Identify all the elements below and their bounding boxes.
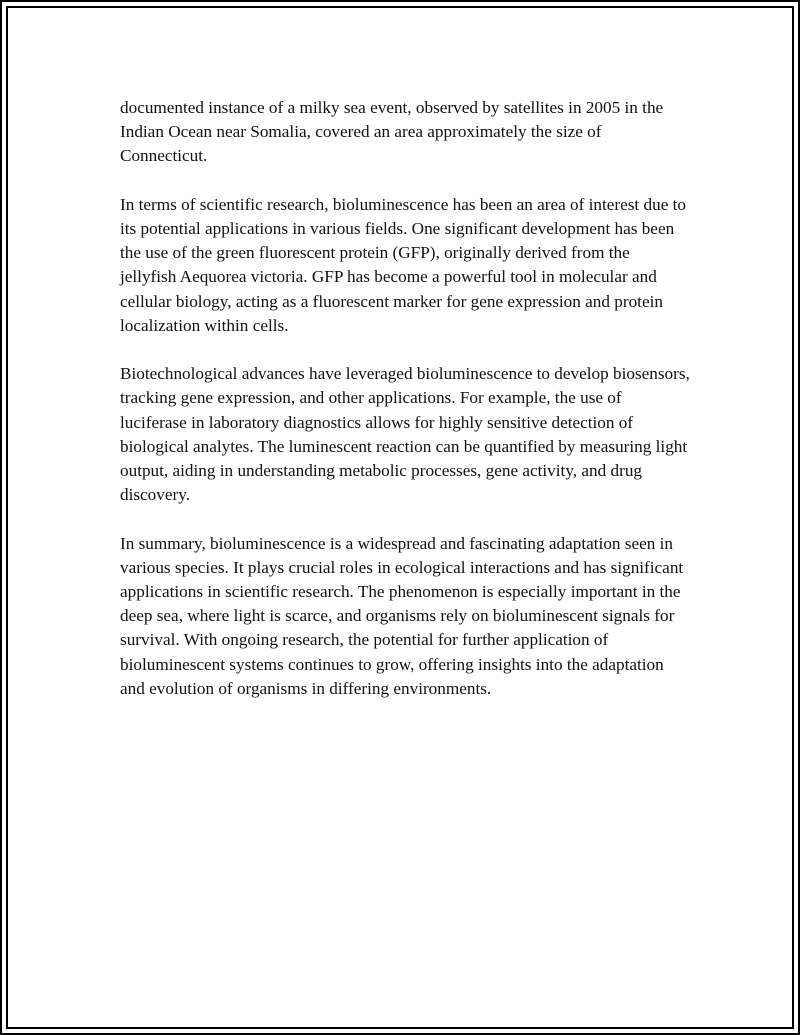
paragraph-summary: In summary, bioluminescence is a widespread and fascinating adaptation seen in various species. It plays crucial roles in ecological interactions and has significant applications in scientific research. The phenomenon is especially important in the deep sea, where light is scarce, and organisms rely on bioluminescent signals for survival. With ongoing research, the potential for further application of bioluminescent systems continues to grow, offering insights into the adaptation and evolution of organisms in differing environments. [120, 533, 684, 698]
paragraph-milky-sea: documented instance of a milky sea event, observed by satellites in 2005 in the Indian Ocean near Somalia, covered an area approximately the size of Connecticut. [120, 98, 664, 166]
document-body [120, 96, 690, 725]
paragraph-scientific-research: In terms of scientific research, bioluminescence has been an area of interest due to its potential applications in various fields. One significant development has been the use of the green fluorescent protein (GFP), originally derived from the jellyfish Aequorea victoria. GFP has become a powerful tool in molecular and cellular biology, acting as a fluorescent marker for gene expression and protein localization within cells. [120, 194, 686, 335]
paragraph-biotechnological-advances: Biotechnological advances have leveraged bioluminescence to develop biosensors, tracking gene expression, and other applications. For example, the use of luciferase in laboratory diagnostics allows for highly sensitive detection of biological analytes. The luminescent reaction can be quantified by measuring light output, aiding in understanding metabolic processes, gene activity, and drug discovery. [120, 364, 690, 505]
